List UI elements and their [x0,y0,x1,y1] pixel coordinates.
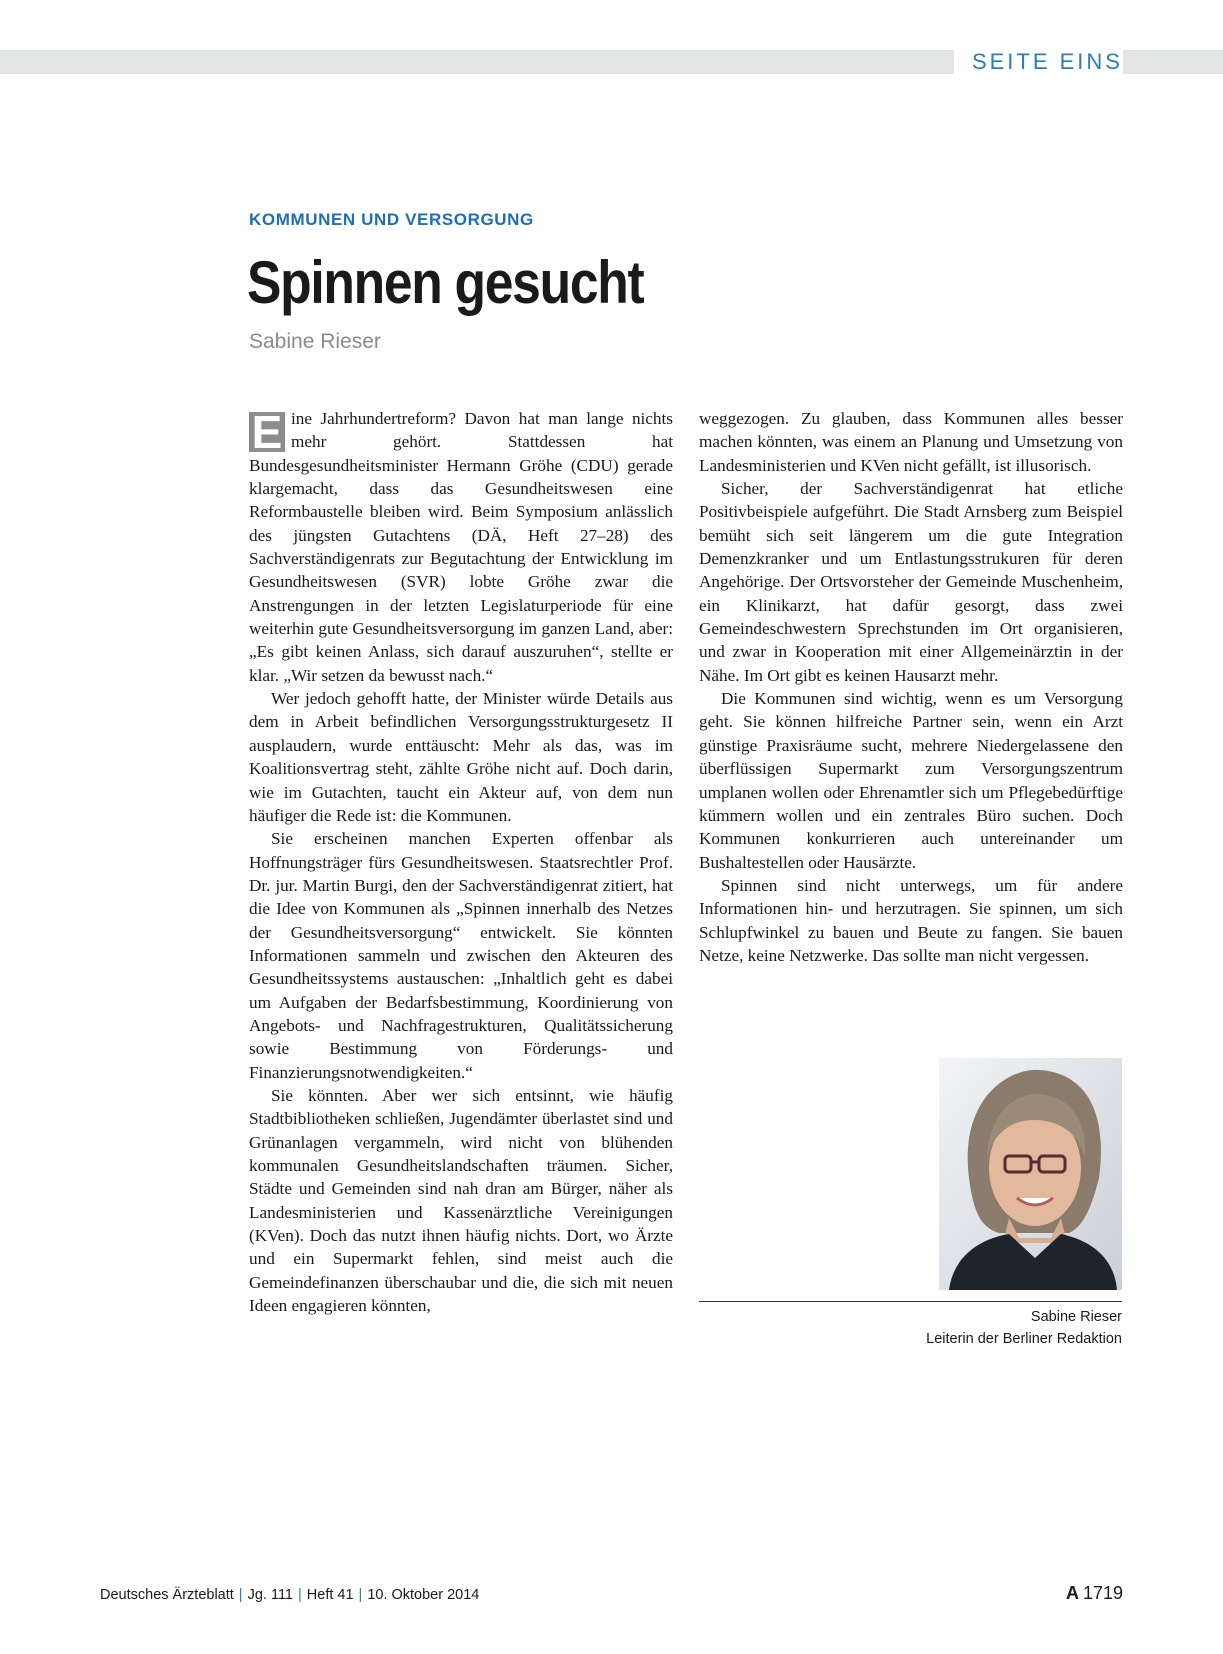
footer-separator: | [238,1587,243,1603]
drop-cap: E [249,412,285,452]
footer-separator: | [298,1587,302,1603]
article-title: Spinnen gesucht [247,249,644,316]
footer-separator: | [358,1587,363,1603]
author-portrait [939,1058,1122,1290]
section-label: SEITE EINS [954,48,1123,76]
footer-date: 10. Oktober 2014 [367,1587,480,1603]
photo-caption [926,1306,1122,1350]
caption-role: Leiterin der Berliner Redaktion [926,1331,1122,1347]
page-number [1066,1583,1123,1604]
page-prefix: A [1065,1583,1079,1603]
footer-volume: Jg. 111 [247,1587,293,1603]
page-footer [100,1583,1123,1609]
article-kicker: KOMMUNEN UND VERSORGUNG [249,210,534,229]
paragraph: Wer jedoch gehofft hatte, der Minister würde Details aus dem in Arbeit befindlichen Versorgungsstrukturgesetz II ausplaudern, wurde enttäuscht: Mehr als das, was im Koalitionsvertrag steht, zählte Gröhe nicht auf. Doch darin, wie im Gutachten, taucht ein Akteur auf, von dem nun häufiger die Rede ist: die Kommunen. [249,689,673,825]
paragraph: Sie könnten. Aber wer sich entsinnt, wie häufig Stadtbibliotheken schließen, Jugendämter überlastet sind und Grünanlagen vergammeln, wird nicht von blühenden kommunalen Gesundheitslandschaften träumen. Sicher, Städte und Gemeinden sind nah dran am Bürger, näher als Landesministerien und Kassenärztliche Vereinigungen (KVen). Doch das nutzt ihnen häufig nichts. Dort, wo Ärzte und ein Supermarkt fehlen, sind meist auch die Gemeindefinanzen überschaubar und die, die sich mit neuen Ideen engagieren könnten, [249,1085,673,1316]
paragraph: Spinnen sind nicht unterwegs, um für andere Informationen hin- und herzutragen. Sie spinnen, um sich Schlupfwinkel zu bauen und Beute zu fangen. Sie bauen Netze, keine Netzwerke. Das sollte man nicht vergessen. [699,875,1123,965]
article-column-2 [699,407,1123,967]
page-number-value: 1719 [1082,1583,1123,1603]
paragraph: Die Kommunen sind wichtig, wenn es um Versorgung geht. Sie können hilfreiche Partner sein, wenn ein Arzt günstige Praxisräume sucht, mehrere Niedergelassene den überflüssigen Supermarkt zum Versorgungszentrum umplanen wollen oder Ehrenamtler sich um Pflegebedürftige kümmern wollen und ein zentrales Büro suchen. Doch Kommunen konkurrieren auch untereinander um Bushaltestellen oder Hausärzte. [699,689,1123,872]
footer-citation [100,1587,479,1603]
paragraph: weggezogen. Zu glauben, dass Kommunen alles besser machen könnten, was einem an Planung und Umsetzung von Landesministerien und KVen nicht gefällt, ist illusorisch. [699,409,1123,475]
article-column-1 [249,407,673,1317]
paragraph: Sie erscheinen manchen Experten offenbar als Hoffnungsträger fürs Gesundheitswesen. Staatsrechtler Prof. Dr. jur. Martin Burgi, den der Sachverständigenrat zitiert, hat die Idee von Kommunen als „Spinnen innerhalb des Netzes der Gesundheitsversorgung“ entwickelt. Sie könnten Informationen sammeln und zwischen den Akteuren des Gesundheitssystems austauschen: „Inhaltlich geht es dabei um Aufgaben der Bedarfsbestimmung, Koordinierung von Angebots- und Nachfragestrukturen, Qualitätssicherung sowie Bestimmung von Förderungs- und Finanzierungsnotwendigkeiten.“ [249,829,673,1082]
article-author: Sabine Rieser [249,330,381,353]
caption-divider [699,1301,1122,1302]
paragraph: Sicher, der Sachverständigenrat hat etliche Positivbeispiele aufgeführt. Die Stadt Arnsberg zum Beispiel bemüht sich seit längerem um die gute Integration Demenzkranker und um Entlastungsstrukuren für deren Angehörige. Der Ortsvorsteher der Gemeinde Muschenheim, ein Klinikarzt, hat dafür gesorgt, dass zwei Gemeindeschwestern Sprechstunden im Ort organisieren, und zwar in Kooperation mit einer Allgemeinärztin in der Nähe. Im Ort gibt es keinen Hausarzt mehr. [699,479,1123,685]
paragraph [249,407,673,687]
caption-name: Sabine Rieser [1030,1309,1122,1325]
footer-issue: Heft 41 [306,1587,354,1603]
paragraph-text: ine Jahrhundertreform? Davon hat man lange nichts mehr gehört. Stattdessen hat Bundesgesundheitsminister Hermann Gröhe (CDU) gerade klargemacht, dass das Gesundheitswesen eine Reformbaustelle bleiben wird. Beim Symposium anlässlich des jüngsten Gutachtens (DÄ, Heft 27–28) des Sachverständigenrats zur Begutachtung der Entwicklung im Gesundheitswesen (SVR) lobte Gröhe zwar die Anstrengungen in der letzten Legislaturperiode für eine weiterhin gute Gesundheitsversorgung im ganzen Land, aber: „Es gibt keinen Anlass, sich darauf auszuruhen“, stellte er klar. „Wir setzen da bewusst nach.“ [249,409,673,685]
footer-journal: Deutsches Ärzteblatt [100,1587,234,1603]
